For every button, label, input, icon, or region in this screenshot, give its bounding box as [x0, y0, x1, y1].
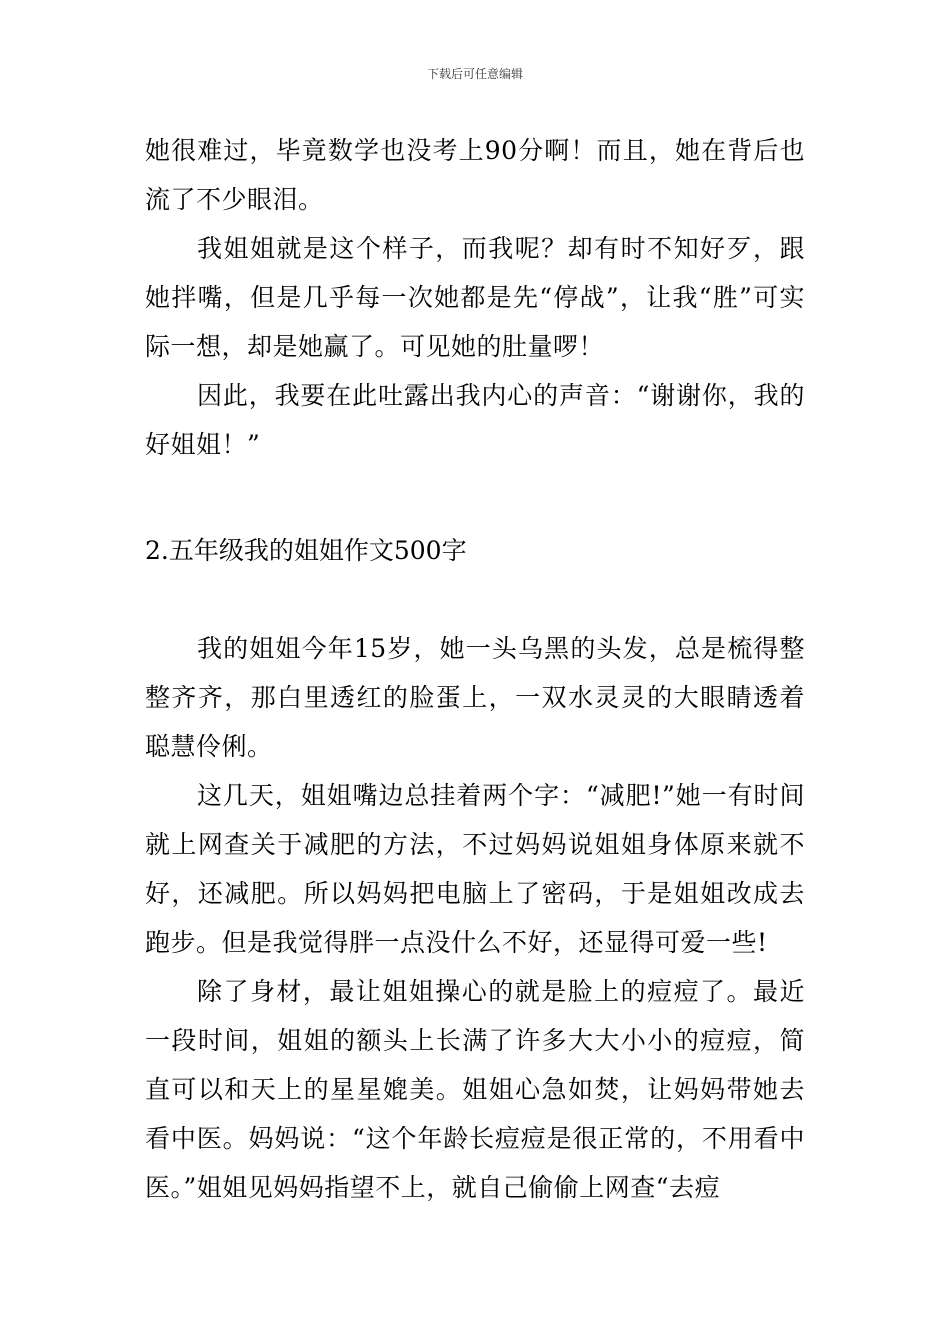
page-header-note: 下载后可任意编辑 [426, 67, 523, 81]
section-heading: 2.五年级我的姐姐作文500字 [145, 536, 467, 565]
section-1-body [145, 126, 805, 469]
paragraph: 我姐姐就是这个样子，而我呢？却有时不知好歹，跟她拌嘴，但是几乎每一次她都是先“停战”，让我“胜”可实际一想，却是她赢了。可见她的肚量啰！ [145, 234, 805, 361]
paragraph: 她很难过，毕竟数学也没考上90分啊！而且，她在背后也流了不少眼泪。 [145, 136, 805, 214]
paragraph: 我的姐姐今年15岁，她一头乌黑的头发，总是梳得整整齐齐，那白里透红的脸蛋上，一双水灵灵的大眼睛透着聪慧伶俐。 [145, 634, 805, 761]
section-2-body [145, 624, 805, 1212]
paragraph: 除了身材，最让姐姐操心的就是脸上的痘痘了。最近一段时间，姐姐的额头上长满了许多大大小小的痘痘，简直可以和天上的星星媲美。姐姐心急如焚，让妈妈带她去看中医。妈妈说：“这个年龄长痘痘是很正常的，不用看中医。”姐姐见妈妈指望不上，就自己偷偷上网查“去痘 [145, 977, 805, 1202]
paragraph: 因此，我要在此吐露出我内心的声音：“谢谢你，我的好姐姐！” [145, 381, 805, 459]
paragraph: 这几天，姐姐嘴边总挂着两个字：“减肥!”她一有时间就上网查关于减肥的方法，不过妈妈说姐姐身体原来就不好，还减肥。所以妈妈把电脑上了密码，于是姐姐改成去跑步。但是我觉得胖一点没什么不好，还显得可爱一些! [145, 781, 805, 957]
